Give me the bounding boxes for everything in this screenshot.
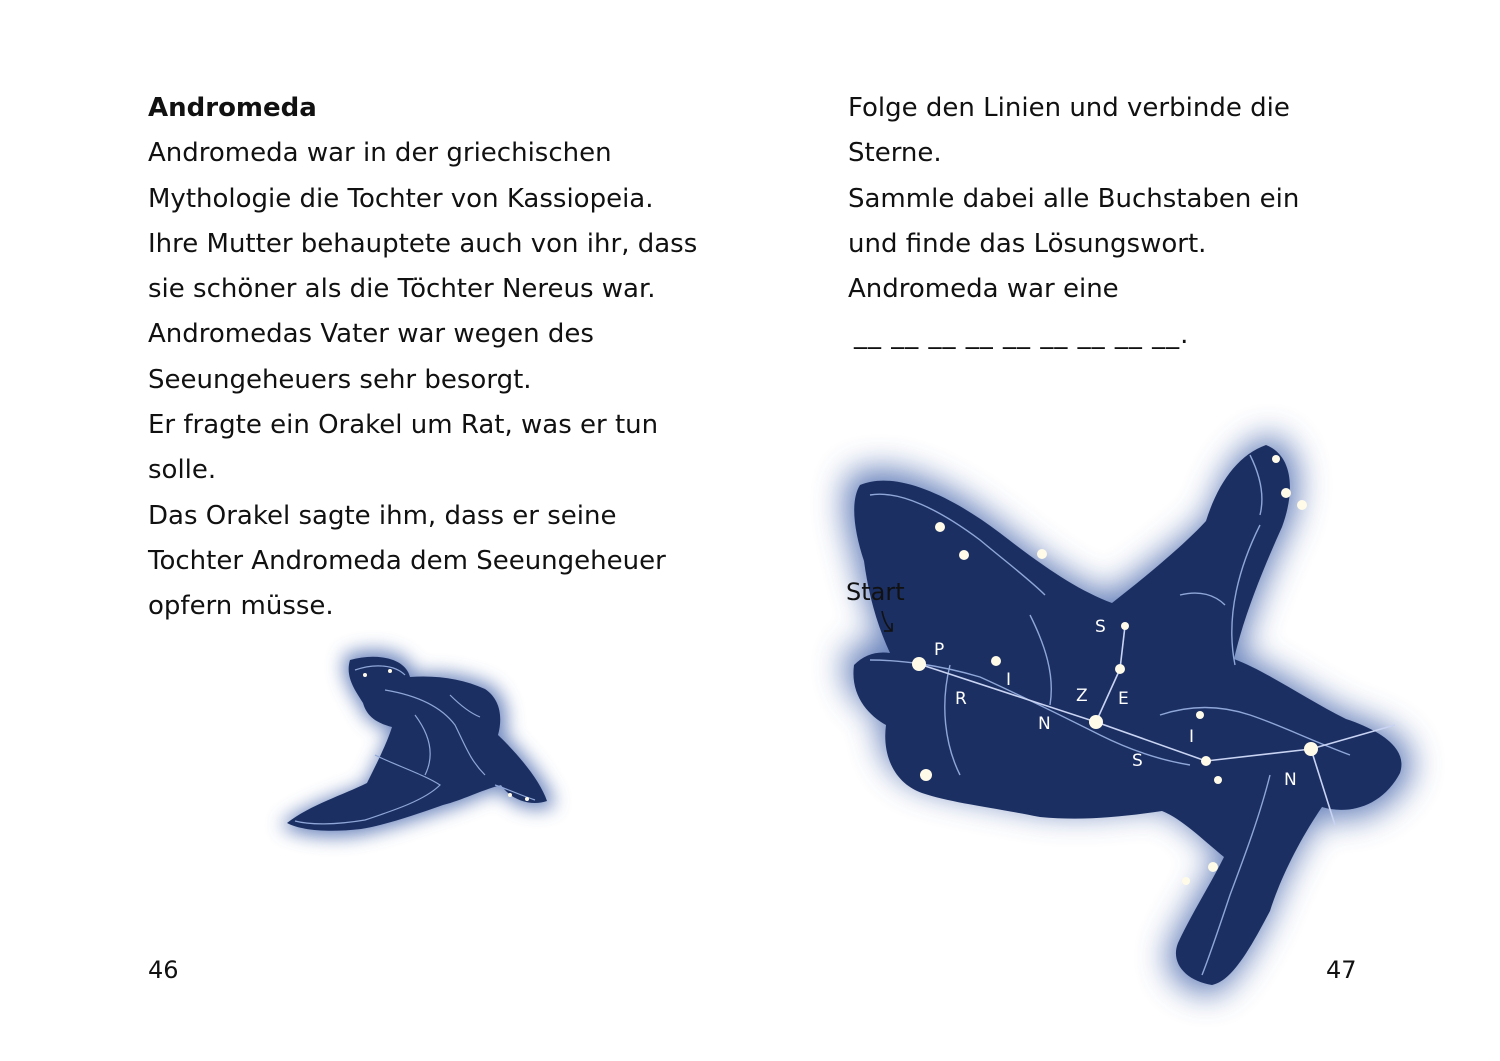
text-line: Ihre Mutter behauptete auch von ihr, dass [148, 228, 698, 259]
instruction-line: Folge den Linien und verbinde die [848, 93, 1290, 123]
andromeda-figure-illustration [265, 635, 565, 855]
text-line: Er fragte ein Orakel um Rat, was er tun [148, 410, 659, 441]
constellation-illustration [830, 415, 1430, 1015]
page-number: 47 [1326, 956, 1357, 984]
star-letter: I [1189, 727, 1195, 747]
star-letter: I [1006, 670, 1012, 690]
text-line: Andromedas Vater war wegen des [148, 319, 594, 350]
text-line: Mythologie die Tochter von Kassiopeia. [148, 183, 654, 214]
star-letter: E [1118, 689, 1129, 709]
instruction-line: und finde das Lösungswort. [848, 228, 1207, 259]
text-line: Andromeda war in der griechischen [148, 138, 612, 169]
text-line: Seeungeheuers sehr besorgt. [148, 364, 532, 395]
text-line: opfern müsse. [148, 591, 334, 622]
page-title: Andromeda [148, 93, 317, 123]
star-letter: P [934, 640, 945, 660]
text-line: solle. [148, 455, 217, 486]
right-text-block [848, 86, 1428, 312]
instruction-line: Sammle dabei alle Buchstaben ein [848, 183, 1300, 214]
page-number: 46 [148, 956, 179, 984]
start-label: Start [846, 578, 905, 606]
star-letter: N [1284, 770, 1297, 790]
star-letter: S [1132, 751, 1143, 771]
star-letter: S [1095, 617, 1106, 637]
text-line: Tochter Andromeda dem Seeungeheuer [148, 545, 666, 576]
text-line: Das Orakel sagte ihm, dass er seine [148, 500, 617, 531]
instruction-line: Andromeda war eine [848, 274, 1119, 305]
star-letter: N [1038, 714, 1051, 734]
star-letter: Z [1076, 686, 1088, 706]
left-text-block [148, 86, 728, 630]
instruction-line: Sterne. [848, 138, 942, 169]
right-page [750, 0, 1500, 1061]
answer-blanks: __ __ __ __ __ __ __ __ __. [854, 320, 1190, 350]
star-letter: R [955, 689, 967, 709]
text-line: sie schöner als die Töchter Nereus war. [148, 274, 656, 305]
